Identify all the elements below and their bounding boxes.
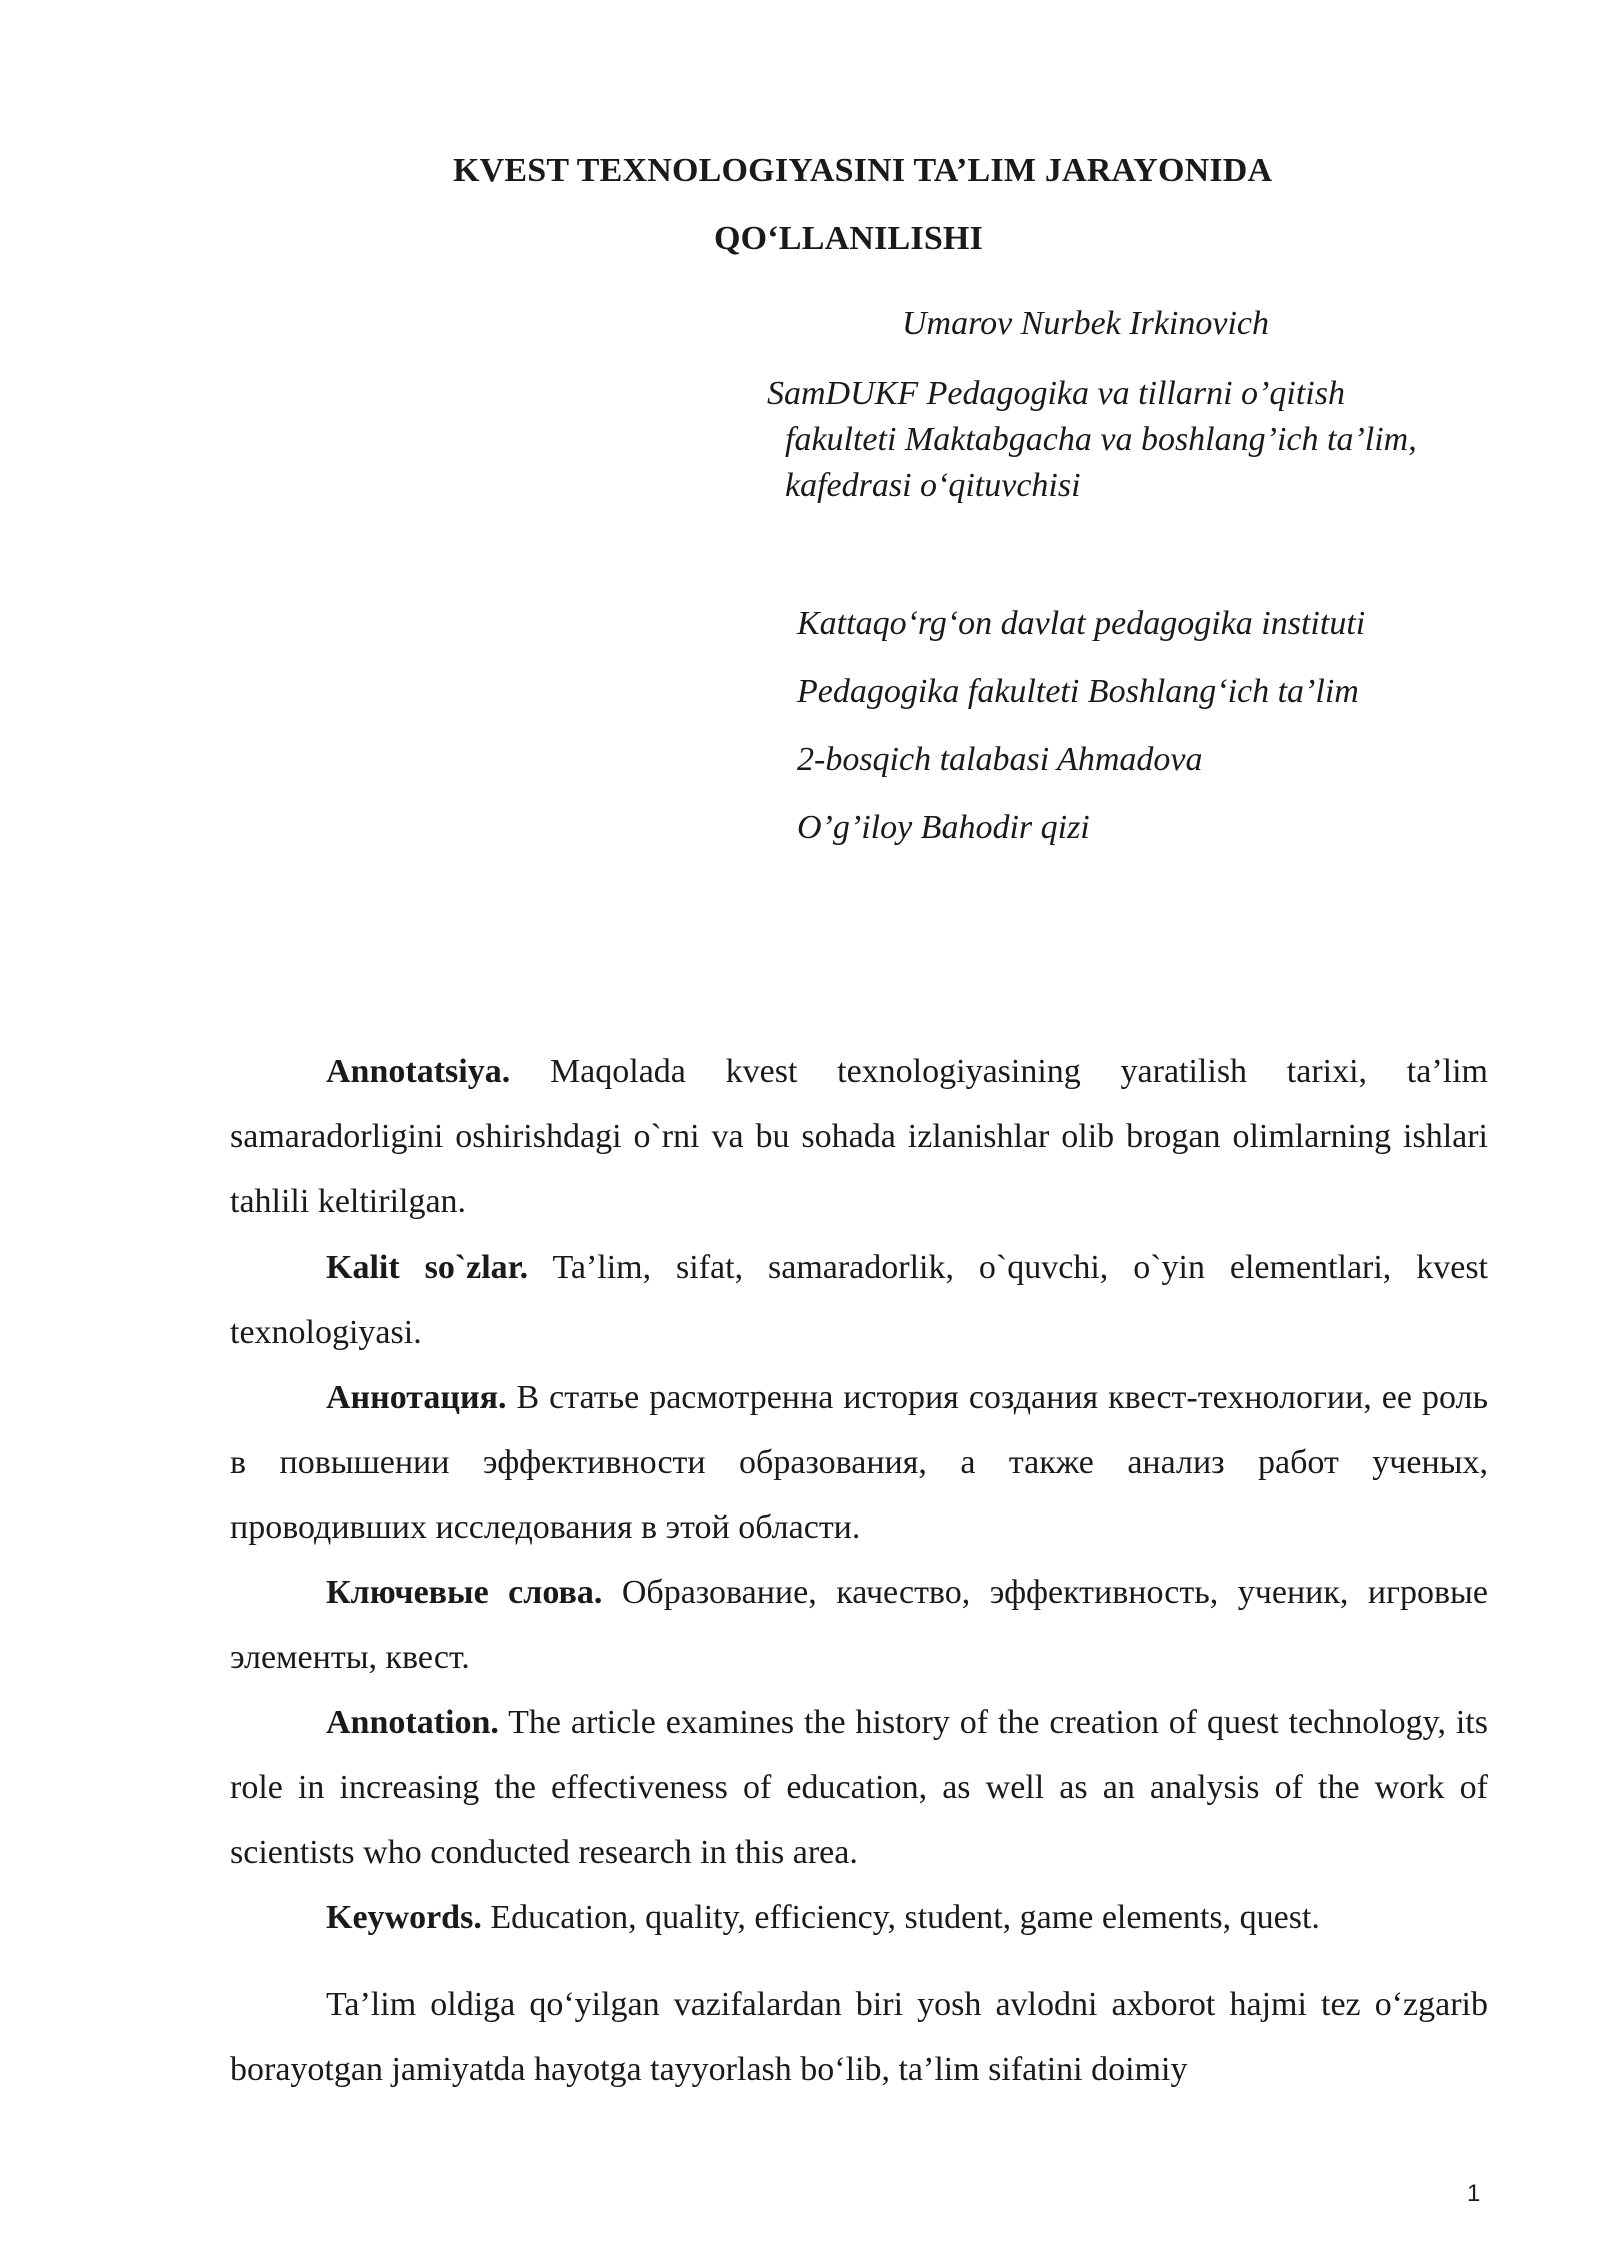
abstract-ru-text: В статье расмотренна история создания квест-технологии, ее роль в повышении эффективности образования, а также анализ работ ученых, проводивших исследования в этой области. [230, 1379, 1488, 1546]
abstract-uz-text: Maqolada kvest texnologiyasining yaratilish tarixi, ta’lim samaradorligini oshirishdagi o`rni va bu sohada izlanishlar olib brogan olimlarning ishlari tahlili keltirilgan. [230, 1053, 1488, 1220]
author-1-affiliation-line-1: SamDUKF Pedagogika va tillarni o’qitish [767, 375, 1345, 412]
keywords-en-label: Keywords. [326, 1899, 482, 1936]
keywords-uz [230, 1235, 1488, 1365]
abstract-uz-label: Annotatsiya. [326, 1053, 511, 1090]
keywords-en-text: Education, quality, efficiency, student, game elements, quest. [481, 1899, 1320, 1936]
body-paragraph: Ta’lim oldiga qo‘yilgan vazifalardan biri yosh avlodni axborot hajmi tez o‘zgarib borayotgan jamiyatda hayotga tayyorlash bo‘lib, ta’lim sifatini doimiy [230, 1986, 1488, 2088]
keywords-ru-label: Ключевые слова. [326, 1574, 603, 1611]
abstract-en [230, 1690, 1488, 1885]
keywords-ru [230, 1560, 1488, 1690]
paper-title-line-2: QO‘LLANILISHI [714, 220, 984, 257]
author-1-affiliation-line-2: fakulteti Maktabgacha va boshlang’ich ta’lim, [785, 421, 1417, 458]
author-2-line-1: Kattaqo‘rg‘on davlat pedagogika instituti [797, 605, 1366, 642]
paper-title-line-1: KVEST TEXNOLOGIYASINI TA’LIM JARAYONIDA [453, 152, 1273, 189]
abstract-ru [230, 1365, 1488, 1560]
abstract-en-label: Annotation. [326, 1704, 499, 1741]
author-2-line-3: 2-bosqich talabasi Ahmadova [797, 741, 1203, 778]
keywords-en [230, 1885, 1488, 1950]
keywords-uz-label: Kalit so`zlar. [326, 1249, 529, 1286]
abstract-uz [230, 1039, 1488, 1234]
keywords-uz-text: Ta’lim, sifat, samaradorlik, o`quvchi, o`yin elementlari, kvest texnologiyasi. [230, 1249, 1488, 1351]
abstract-en-text: The article examines the history of the creation of quest technology, its role in increasing the effectiveness of education, as well as an analysis of the work of scientists who conducted research in this area. [230, 1704, 1488, 1871]
author-2-line-4: O’g’iloy Bahodir qizi [797, 809, 1090, 846]
author-1-name: Umarov Nurbek Irkinovich [902, 305, 1269, 342]
author-2-line-2: Pedagogika fakulteti Boshlang‘ich ta’lim [797, 673, 1359, 710]
author-1-affiliation-line-3: kafedrasi o‘qituvchisi [785, 467, 1081, 504]
abstract-ru-label: Аннотация. [326, 1379, 507, 1416]
keywords-ru-text: Образование, качество, эффективность, ученик, игровые элементы, квест. [230, 1574, 1488, 1676]
page-number: 1 [1467, 2180, 1481, 2207]
